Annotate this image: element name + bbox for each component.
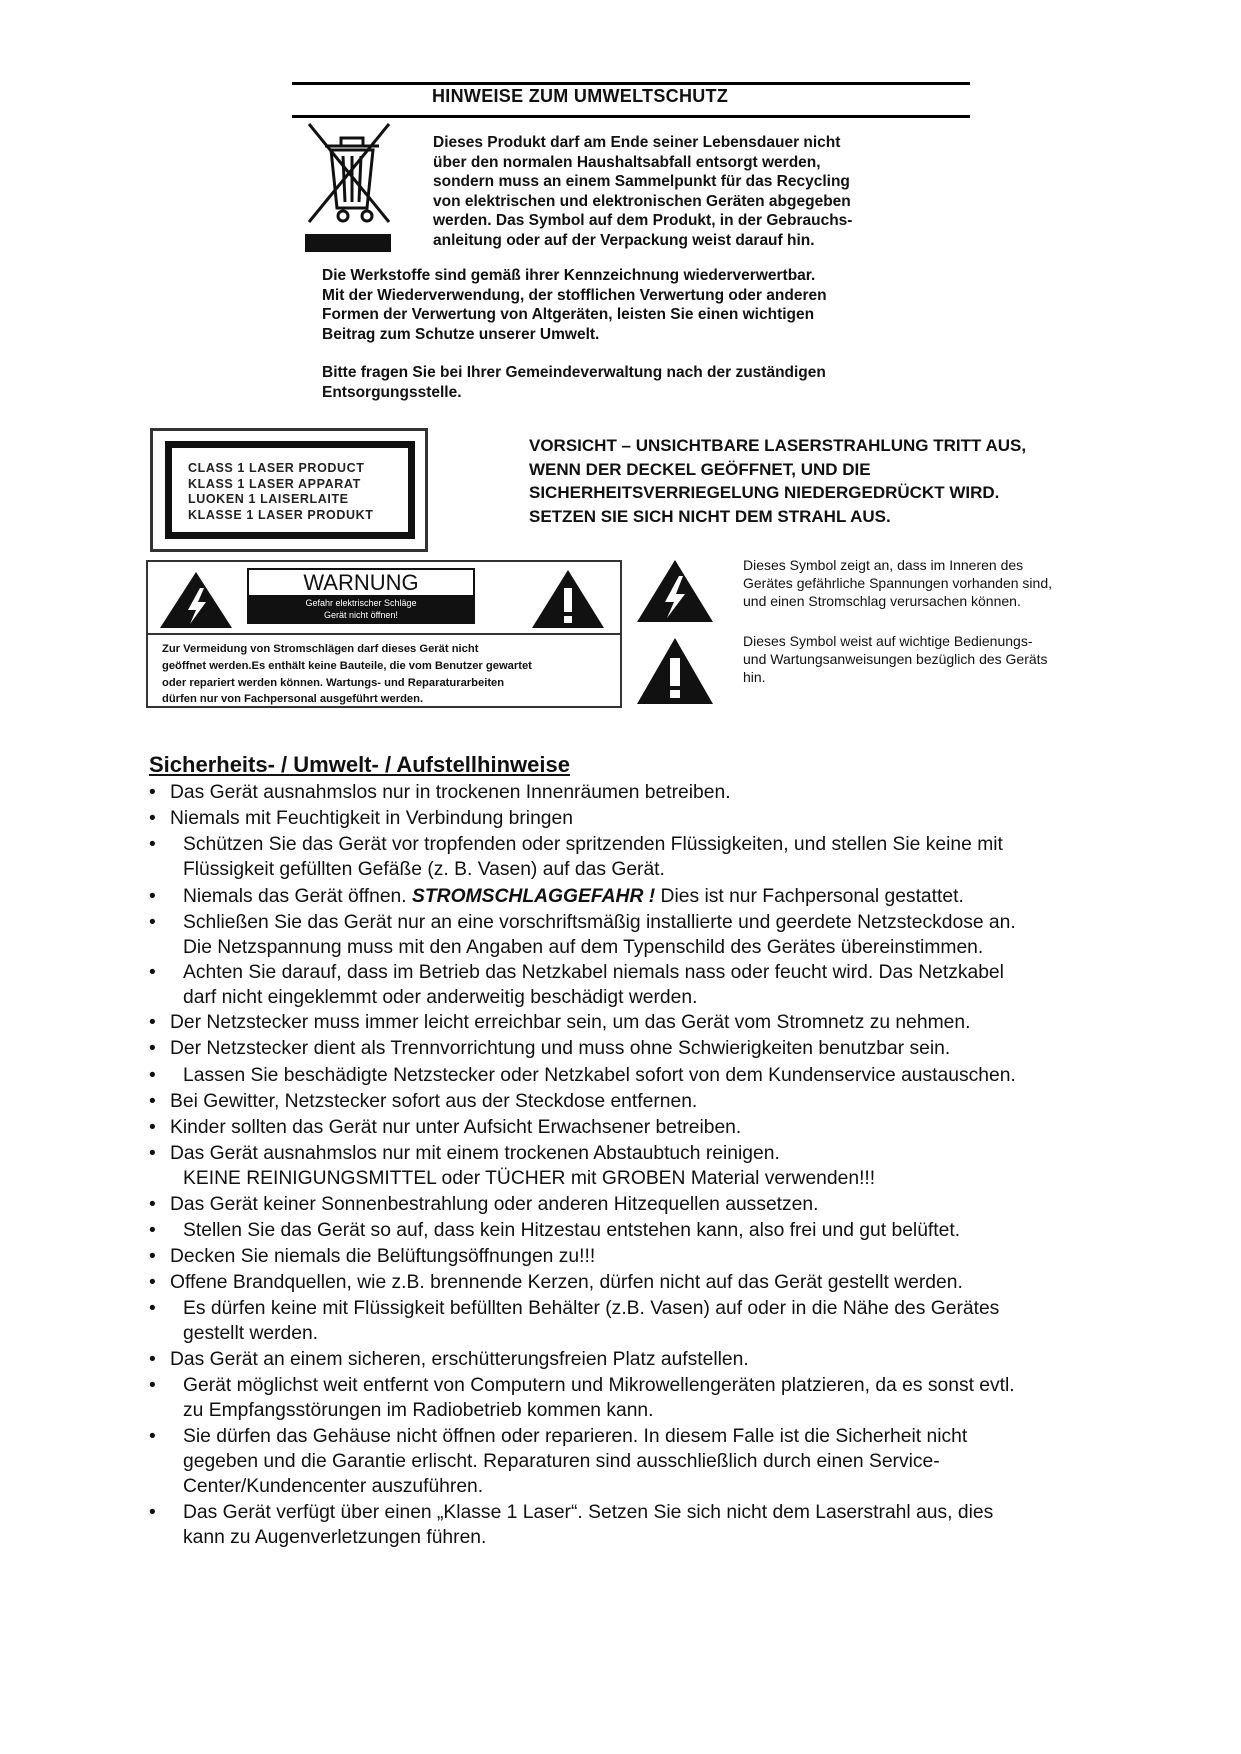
exclamation-symbol-description: Dieses Symbol weist auf wichtige Bedienungs- und Wartungsanweisungen bezüglich des Geräts hin. (743, 633, 1048, 685)
crossed-bin-icon (305, 120, 393, 252)
exclamation-warning-icon (530, 568, 606, 630)
electric-shock-warning: STROMSCHLAGGEFAHR ! (412, 886, 656, 907)
env-paragraph-2: Die Werkstoffe sind gemäß ihrer Kennzeichnung wiederverwertbar. Mit der Wiederverwendung, der stofflichen Verwertung oder anderen Formen der Verwertung von Altgeräten, leisten Sie einen wichtigen Beitrag zum Schutze unserer Umwelt. (322, 267, 827, 343)
warning-label-divider (148, 633, 620, 635)
env-title: HINWEISE ZUM UMWELTSCHUTZ (432, 86, 729, 106)
laser-caution-text: VORSICHT – UNSICHTBARE LASERSTRAHLUNG TRITT AUS, WENN DER DECKEL GEÖFFNET, UND DIE SICHERHEITSVERRIEGELUNG NIEDERGEDRÜCKT WIRD. SETZEN SIE SICH NICHT DEM STRAHL AUS. (529, 436, 1027, 526)
warning-label-text: Zur Vermeidung von Stromschlägen darf dieses Gerät nicht geöffnet werden.Es enthält keine Bauteile, die vom Benutzer gewartet oder repariert werden können. Wartungs- und Reparaturarbeiten dürfen nur von Fachpersonal ausgeführt werden. (162, 643, 532, 706)
lightning-symbol-description: Dieses Symbol zeigt an, dass im Inneren des Gerätes gefährliche Spannungen vorhanden sind, und einen Stromschlag verursachen können. (743, 557, 1052, 609)
lightning-warning-icon (158, 570, 234, 630)
exclamation-symbol-icon (635, 636, 715, 706)
laser-label-text: CLASS 1 LASER PRODUCT KLASS 1 LASER APPARAT LUOKEN 1 LAISERLAITE KLASSE 1 LASER PRODUKT (188, 461, 374, 522)
warning-title: WARNUNG (303, 570, 419, 595)
warning-subtitle: Gefahr elektrischer Schläge Gerät nicht öffnen! (249, 595, 473, 622)
env-paragraph-3: Bitte fragen Sie bei Ihrer Gemeindeverwaltung nach der zuständigen Entsorgungsstelle. (322, 364, 826, 401)
env-paragraph-1: Dieses Produkt darf am Ende seiner Lebensdauer nicht über den normalen Haushaltsabfall entsorgt werden, sondern muss an einem Sammelpunkt für das Recycling von elektrischen und elektronischen Geräten abgegeben werden. Das Symbol auf dem Produkt, in der Gebrauchs- anleitung oder auf der Verpackung weist darauf hin. (433, 134, 853, 249)
lightning-symbol-icon (635, 558, 715, 624)
safety-heading: Sicherheits- / Umwelt- / Aufstellhinweise (149, 752, 570, 777)
